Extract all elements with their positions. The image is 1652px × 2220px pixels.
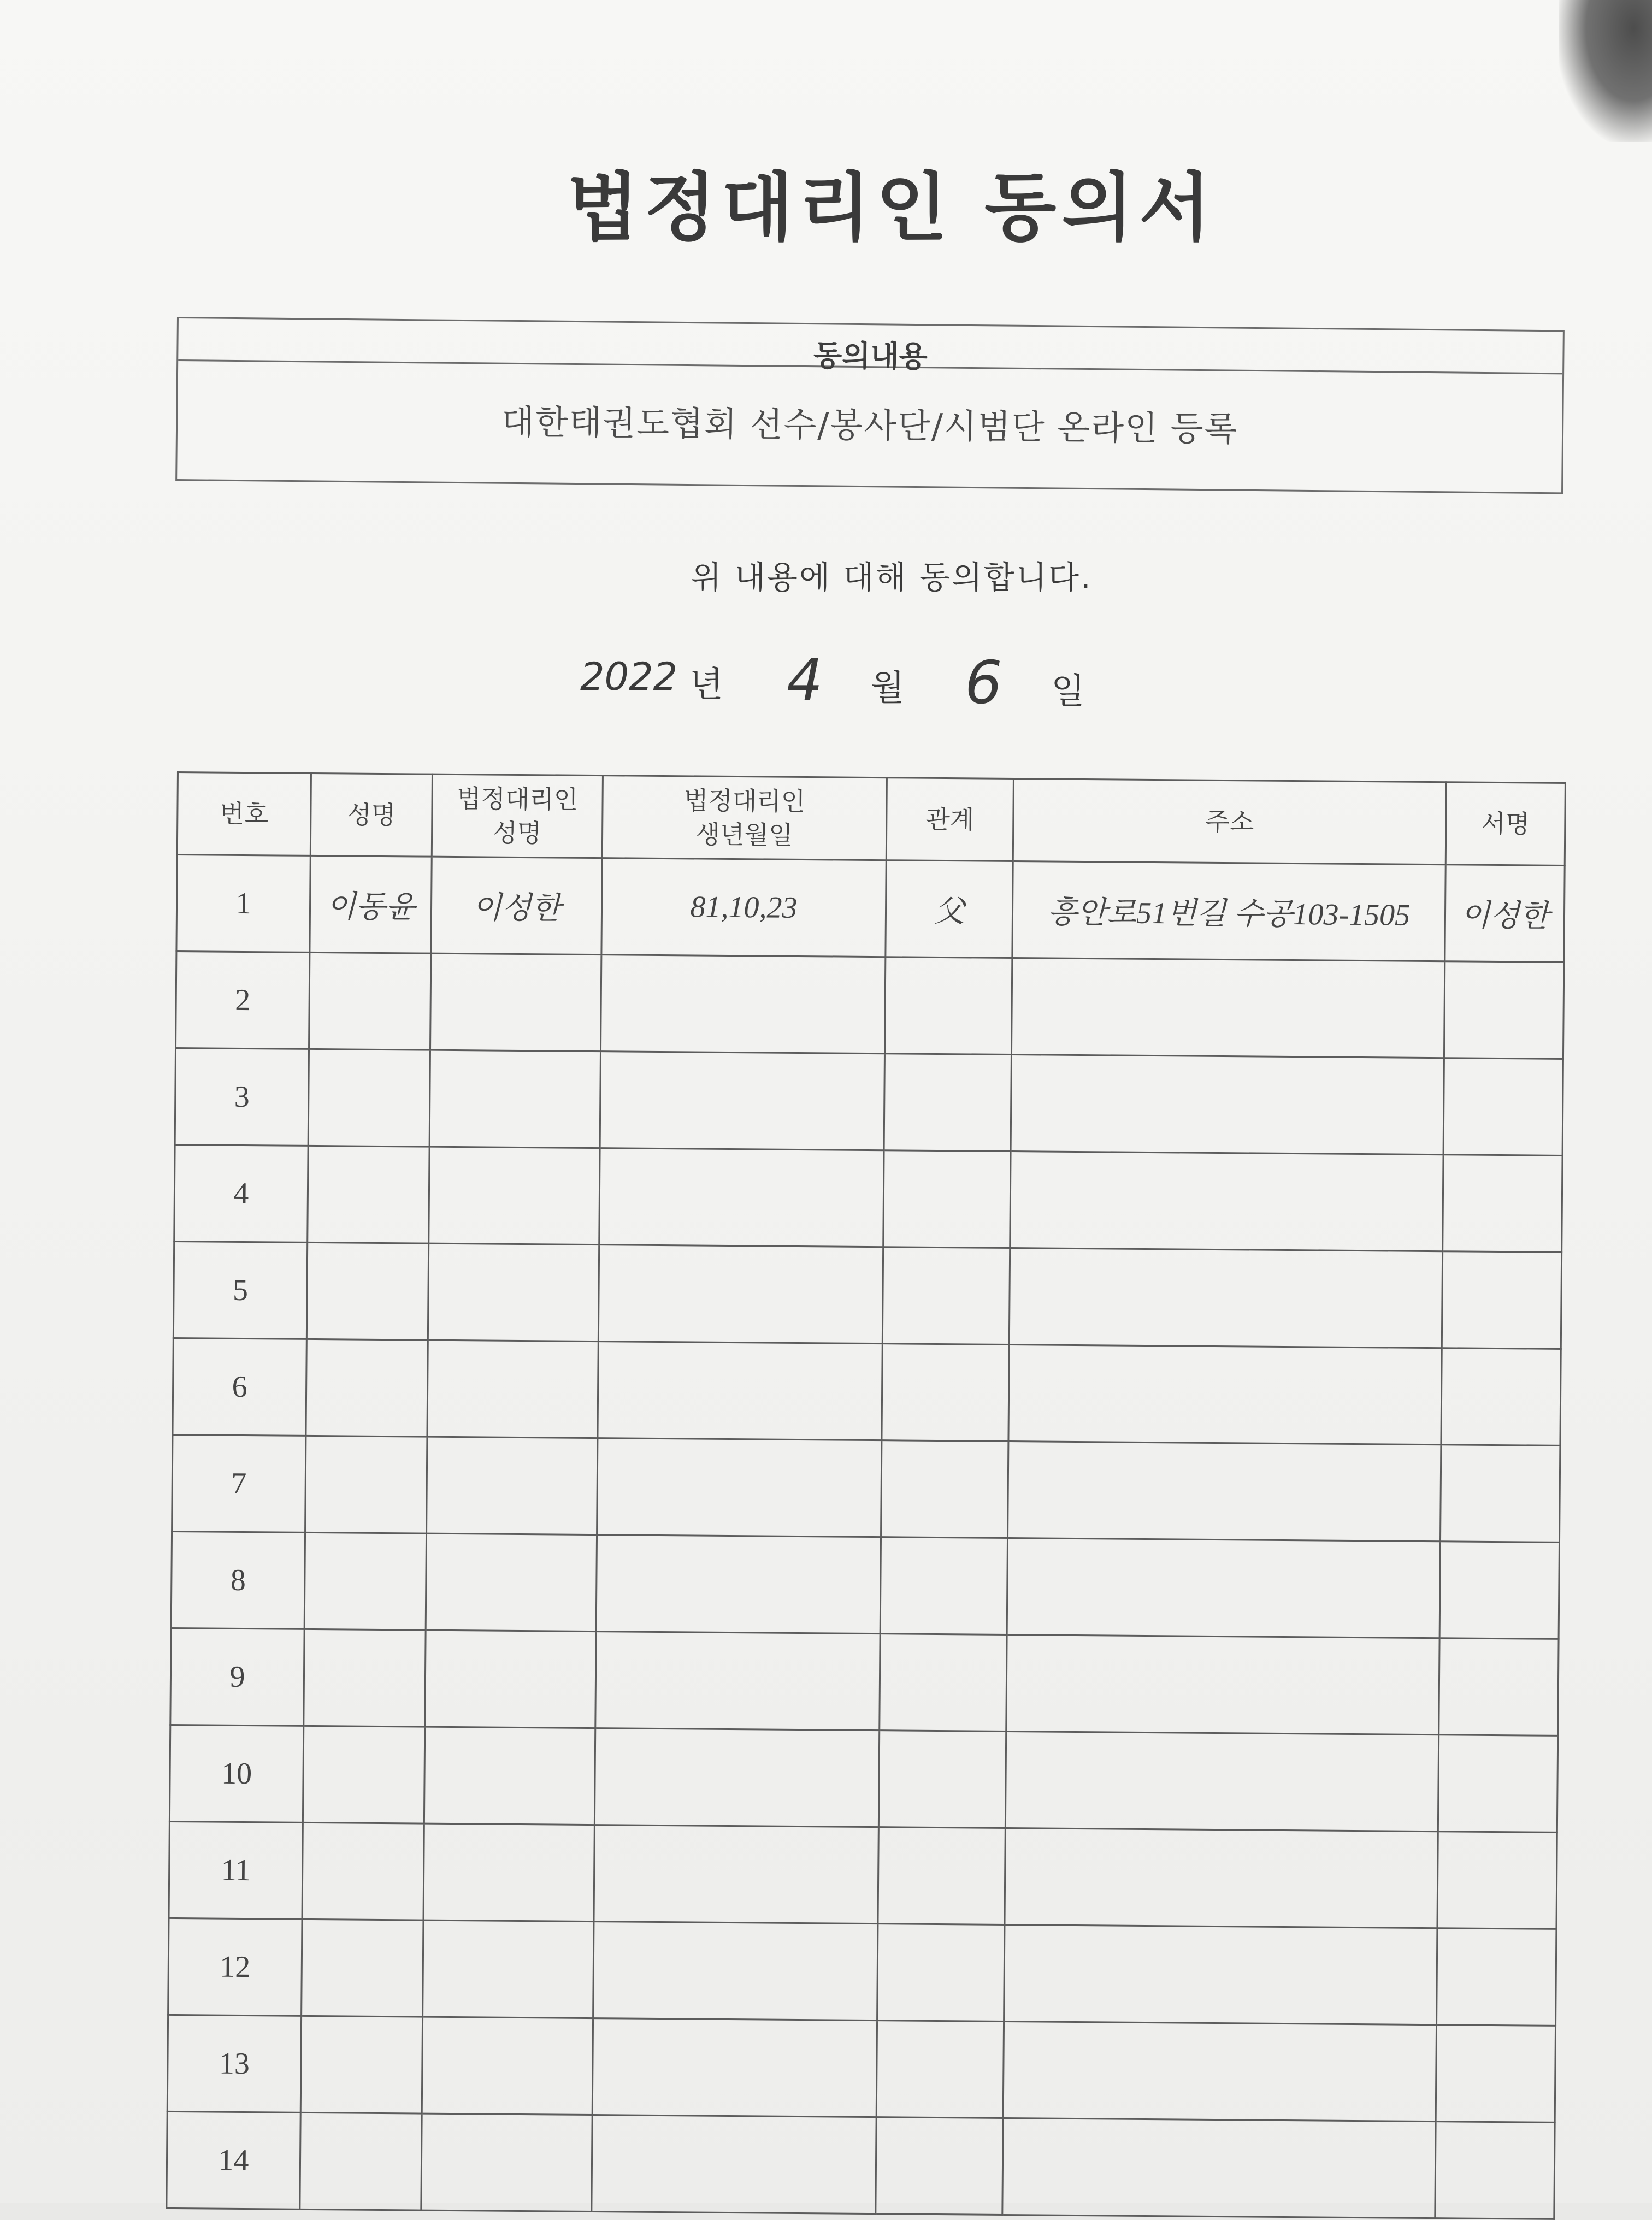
table-row	[174, 1144, 1562, 1252]
cell-signature	[1442, 1251, 1561, 1349]
cell-relation: 父	[886, 860, 1013, 958]
cell-signature	[1440, 1445, 1560, 1543]
consent-body: 대한태권도협회 선수/봉사단/시범단 온라인 등록	[501, 402, 1238, 449]
cell-guardian-birth	[598, 1245, 883, 1344]
cell-guardian-name	[429, 1147, 600, 1244]
cell-no: 4	[174, 1144, 308, 1242]
cell-guardian-name: 이성한	[431, 857, 602, 954]
cell-guardian-name	[427, 1437, 598, 1534]
header-guardian-birth	[602, 776, 887, 860]
cell-name	[304, 1629, 426, 1727]
cell-name: 이동윤	[310, 855, 432, 953]
table-row	[173, 1241, 1561, 1349]
agree-statement: 위 내용에 대해 동의합니다.	[691, 559, 1093, 596]
cell-guardian-birth	[598, 1342, 882, 1440]
cell-guardian-name	[422, 2017, 593, 2115]
table-row	[175, 1048, 1563, 1155]
cell-guardian-name	[423, 1823, 594, 1921]
cell-relation	[881, 1440, 1008, 1538]
cell-name	[300, 2112, 422, 2210]
cell-guardian-birth	[592, 2018, 877, 2117]
cell-relation	[883, 1150, 1011, 1248]
cell-signature	[1435, 2122, 1555, 2219]
date-year-unit: 년	[689, 665, 723, 705]
cell-guardian-birth	[594, 1825, 878, 1924]
header-guardian-birth-line2: 생년월일	[695, 819, 793, 850]
cell-guardian-birth: 81,10,23	[601, 858, 886, 957]
cell-relation	[880, 1634, 1007, 1732]
cell-signature	[1443, 1058, 1563, 1156]
header-guardian-name	[432, 774, 603, 858]
cell-signature	[1439, 1542, 1559, 1639]
cell-address	[1009, 1248, 1442, 1348]
cell-name	[302, 1919, 423, 2017]
cell-no: 5	[173, 1241, 307, 1339]
cell-no: 14	[167, 2111, 300, 2209]
cell-guardian-birth	[597, 1438, 882, 1537]
date-month-value: 4	[787, 647, 823, 713]
cell-no: 3	[175, 1048, 309, 1146]
table-row	[176, 952, 1564, 1059]
roster-body	[167, 855, 1565, 2219]
cell-guardian-name	[430, 953, 601, 1051]
cell-guardian-name	[426, 1533, 597, 1631]
cell-name	[308, 1049, 430, 1147]
cell-address	[1007, 1538, 1440, 1638]
header-address: 주소	[1013, 779, 1446, 865]
date-year-value: 2022	[580, 654, 678, 699]
cell-guardian-name	[421, 2113, 592, 2211]
cell-address	[1002, 2118, 1436, 2218]
cell-name	[308, 1146, 429, 1243]
cell-guardian-birth	[595, 1632, 880, 1731]
cell-signature	[1438, 1735, 1557, 1833]
cell-address	[1011, 1055, 1444, 1155]
cell-no: 10	[169, 1725, 303, 1822]
cell-relation	[878, 1827, 1005, 1925]
cell-address	[1006, 1634, 1439, 1734]
roster-table-wrap	[166, 771, 1565, 2220]
cell-relation	[882, 1247, 1010, 1345]
cell-name	[309, 952, 431, 1050]
cell-relation	[880, 1537, 1007, 1635]
cell-guardian-name	[427, 1340, 598, 1438]
cell-no: 7	[172, 1434, 306, 1532]
cell-no: 6	[173, 1338, 306, 1436]
cell-relation	[884, 957, 1012, 1055]
cell-signature	[1436, 2025, 1555, 2123]
cell-guardian-name	[425, 1630, 596, 1728]
cell-guardian-birth	[593, 1922, 878, 2021]
cell-no: 8	[171, 1531, 305, 1629]
cell-guardian-birth	[596, 1535, 881, 1634]
cell-address	[1005, 1731, 1438, 1831]
table-row	[168, 1918, 1556, 2026]
cell-guardian-birth	[599, 1148, 884, 1247]
header-no: 번호	[177, 772, 311, 856]
date-day-value: 6	[965, 649, 1002, 717]
cell-no: 9	[170, 1628, 304, 1726]
cell-no: 13	[167, 2015, 301, 2112]
document-title: 법정대리인 동의서	[567, 165, 1217, 251]
cell-relation	[884, 1054, 1011, 1152]
cell-name	[305, 1436, 427, 1533]
cell-name	[300, 2016, 422, 2113]
header-guardian-name-line2: 성명	[492, 818, 542, 848]
cell-guardian-name	[423, 1920, 594, 2018]
cell-relation	[882, 1344, 1009, 1442]
cell-no: 2	[176, 952, 310, 1049]
table-row	[167, 2015, 1555, 2122]
cell-signature	[1444, 961, 1564, 1059]
table-row	[173, 1338, 1561, 1445]
cell-address	[1005, 1828, 1438, 1928]
date-day-unit: 일	[1051, 671, 1085, 712]
cell-address	[1008, 1441, 1441, 1541]
cell-signature	[1439, 1638, 1559, 1736]
cell-no: 12	[168, 1918, 302, 2016]
cell-address	[1011, 958, 1444, 1058]
cell-no: 11	[169, 1821, 303, 1919]
consent-header: 동의내용	[178, 325, 1563, 374]
cell-address	[1003, 2021, 1436, 2121]
table-row	[169, 1821, 1557, 1929]
table-row	[170, 1628, 1559, 1735]
header-signature: 서명	[1446, 782, 1565, 866]
cell-signature	[1437, 1928, 1556, 2026]
cell-name	[303, 1726, 424, 1823]
cell-address	[1008, 1344, 1442, 1444]
cell-signature	[1443, 1155, 1562, 1253]
date-row	[0, 645, 1652, 721]
cell-signature	[1441, 1348, 1561, 1446]
cell-guardian-birth	[594, 1728, 879, 1827]
cell-address: 흥안로51번길 수공103-1505	[1012, 861, 1446, 961]
cell-name	[306, 1339, 428, 1437]
cell-guardian-birth	[600, 955, 885, 1054]
cell-guardian-name	[428, 1243, 599, 1341]
cell-name	[302, 1822, 424, 1920]
cell-guardian-birth	[600, 1052, 884, 1150]
cell-relation	[878, 1731, 1006, 1828]
cell-signature: 이성한	[1445, 865, 1565, 963]
cell-name	[304, 1532, 426, 1630]
cell-no: 1	[176, 855, 310, 953]
table-header-row	[177, 772, 1565, 866]
table-row	[169, 1725, 1557, 1832]
consent-box	[175, 317, 1565, 494]
cell-signature	[1437, 1832, 1557, 1929]
header-name: 성명	[310, 773, 432, 857]
header-relation: 관계	[886, 778, 1013, 861]
roster-table	[166, 771, 1566, 2220]
header-guardian-birth-line1: 법정대리인	[683, 786, 806, 816]
cell-guardian-birth	[592, 2115, 876, 2214]
table-row	[167, 2111, 1555, 2219]
table-row	[176, 855, 1565, 963]
table-row	[172, 1434, 1560, 1542]
cell-relation	[876, 2117, 1003, 2215]
cell-guardian-name	[429, 1050, 600, 1148]
cell-guardian-name	[424, 1727, 595, 1825]
shadow-corner	[1559, 0, 1652, 142]
cell-relation	[877, 1924, 1005, 2022]
cell-address	[1010, 1152, 1443, 1251]
cell-relation	[876, 2021, 1004, 2118]
date-month-unit: 월	[871, 668, 905, 708]
cell-name	[306, 1242, 428, 1340]
header-guardian-name-line1: 법정대리인	[456, 783, 579, 814]
table-row	[171, 1531, 1559, 1639]
cell-address	[1004, 1924, 1437, 2024]
